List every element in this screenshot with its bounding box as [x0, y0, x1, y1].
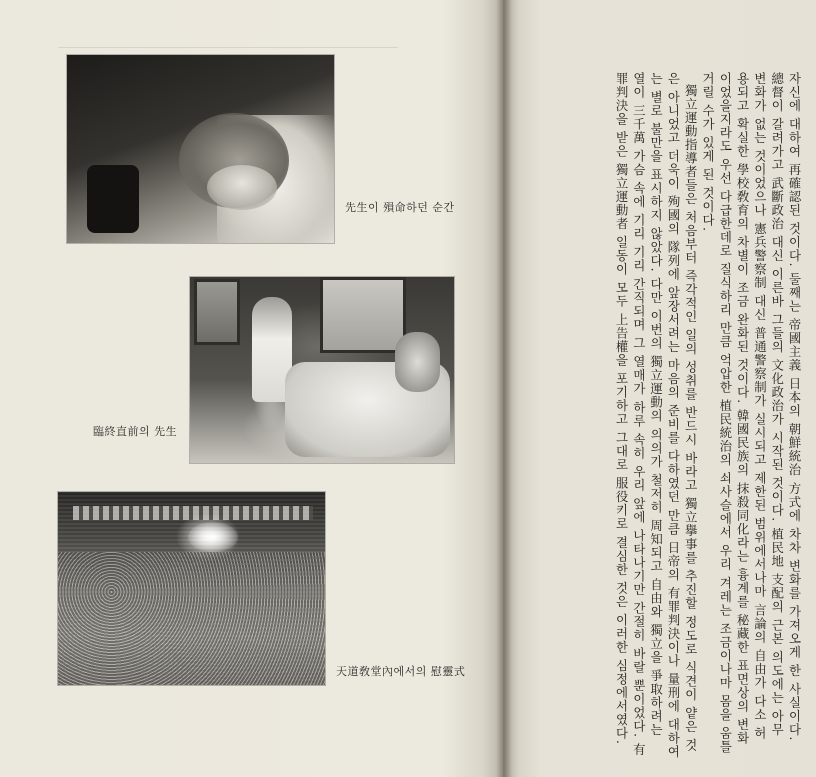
text-line: 이었을지라도 우선 다급한데로 질식하리 만큼 억압한 植民統治의 쇠사슬에서 우리 겨레는 조금이나마 몸을 움틀	[717, 72, 733, 754]
right-page-body-text	[613, 72, 803, 759]
caption-photo-1: 先生이 殞命하던 순간	[345, 201, 455, 214]
text-line: 열이 三千萬 가슴 속에 기리 기리 간직되며 그 열매가 하루 속히 우리 앞에 나타나기만 간절히 바랄 뿐이었다. 有	[631, 72, 647, 757]
text-line: 거릴 수가 있게 된 것이다.	[700, 72, 716, 233]
text-line: 總督이 갈려가고 武斷政治 대신 이른바 그들의 文化政治가 시작된 것이다. 植民地 支配의 근본 의도에는 아무	[769, 72, 785, 737]
text-line: 은 아니었고 더욱이 殉國의 隊列에 앞장서려는 마음의 준비를 다하였던 만큼 日帝의 有罪判決이나 量刑에 대하여	[665, 72, 681, 759]
photo-before-death	[190, 277, 454, 463]
text-line: 자신에 대하여 再確認된 것이다. 둘째는 帝國主義 日本의 朝鮮統治 方式에 차차 변화를 가져오게 한 사실이다.	[787, 72, 802, 742]
text-line: 변화가 없는 것이었으나 憲兵警察制 대신 普通警察制가 실시되고 제한된 범위에서나마 言論의 自由가 다소 허	[752, 72, 768, 740]
photo-window-left	[194, 279, 240, 345]
photo-stage-light	[188, 522, 238, 552]
photo-memorial-service	[58, 492, 325, 685]
photo-window-right	[320, 277, 406, 353]
photo-seated-figure	[395, 332, 440, 392]
caption-photo-3: 天道敎堂內에서의 慰靈式	[336, 665, 466, 678]
photo-stage-banner	[73, 506, 313, 520]
text-line: 罪判決을 받은 獨立運動者 일동이 모두 上告權을 포기하고 그대로 服役키로 결심한 것은 이러한 심정에서였다.	[614, 72, 630, 746]
book-gutter	[496, 0, 512, 777]
photo-dark-cloth-shape	[87, 165, 139, 233]
caption-photo-2: 臨終直前의 先生	[93, 425, 178, 438]
photo-crowd	[58, 552, 325, 685]
text-line: 는 별로 불만을 표시하지 않았다. 다만 이번의 獨立運動의 의의가 철저히 周知되고 自由와 獨立을 爭取하려는	[648, 72, 664, 737]
text-line: 용되고 확실한 學校敎育의 차별이 조금 완화된 것이다. 韓國民族의 抹殺同化라는 흉계를 秘藏한 표면상의 변화	[735, 72, 751, 746]
photo-beard-shape	[207, 165, 277, 210]
top-rule	[58, 47, 398, 48]
photo-deathbed-moment	[67, 55, 334, 243]
text-line: 獨立運動指導者들은 처음부터 즉각적인 일의 성취를 반드시 바라고 獨立擧事를 추진할 정도로 식견이 얕은 것	[683, 84, 699, 753]
